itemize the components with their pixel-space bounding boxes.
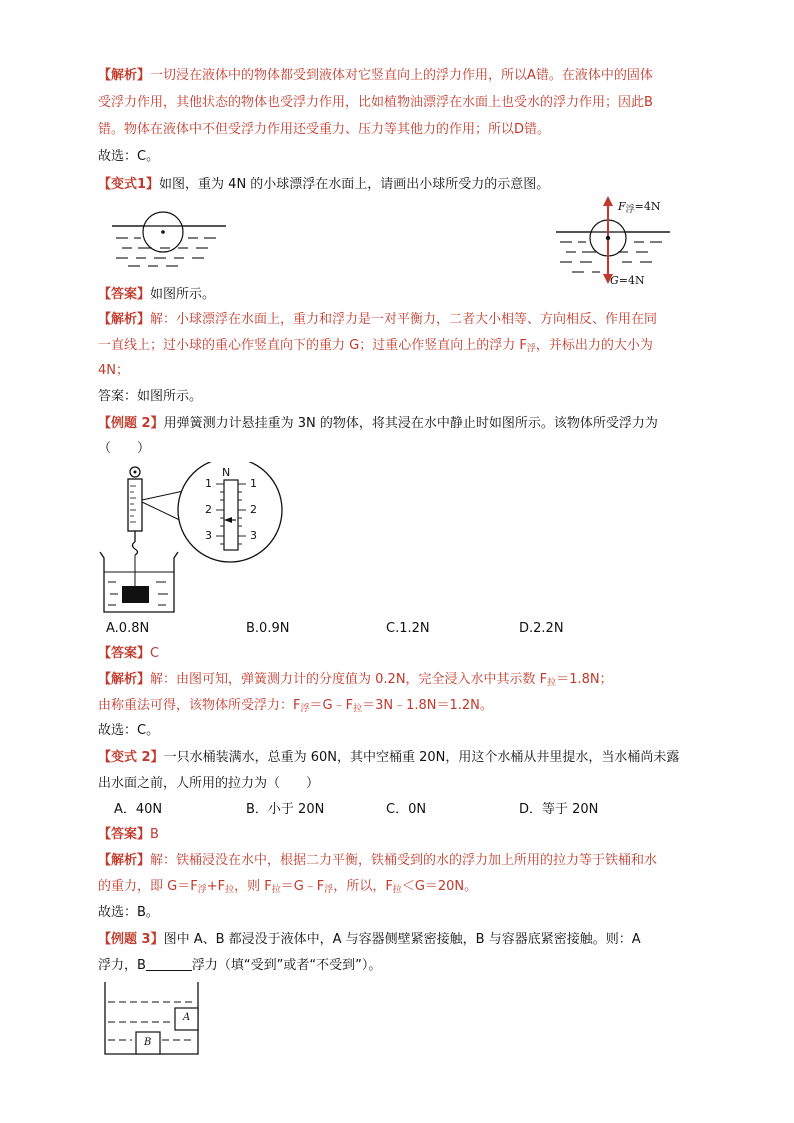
variant-2-option-c[interactable]: C．0N: [386, 802, 427, 817]
scale-tick-right-1: 1: [250, 477, 257, 490]
analysis-1-line-2: 受浮力作用，其他状态的物体也受浮力作用，比如植物油漂浮在水面上也受水的浮力作用；因此B: [98, 95, 653, 110]
block-b-label: B: [144, 1037, 152, 1048]
example-2-option-a[interactable]: A.0.8N: [106, 621, 150, 636]
scale-tick-left-1: 1: [205, 477, 212, 490]
answer-blank[interactable]: [146, 956, 192, 971]
analysis-1-line-1: [98, 66, 653, 86]
scale-unit-label: N: [222, 466, 231, 479]
choose-3: 故选：C。: [98, 723, 160, 738]
scale-tick-right-2: 2: [250, 503, 257, 516]
force-diagram: [552, 196, 682, 288]
block-a-label: A: [183, 1012, 191, 1023]
floating-ball-diagram: [108, 208, 230, 272]
scale-tick-left-3: 3: [205, 529, 212, 542]
example-2-line-2: （ ）: [98, 441, 151, 456]
scale-tick-right-3: 3: [250, 529, 257, 542]
variant-1-tag: 【变式1】: [98, 177, 160, 192]
analysis-1-text-1: 一切浸在液体中的物体都受到液体对它竖直向上的浮力作用，所以A错。在液体中的固体: [150, 68, 653, 83]
example-2-line-1: 【例题 2】用弹簧测力计悬挂重为 3N 的物体，将其浸在水中静止时如图所示。该物体所受浮力为: [98, 416, 658, 431]
container-diagram: [102, 982, 202, 1056]
spring-scale-diagram: [96, 462, 292, 618]
example-2-option-d[interactable]: D.2.2N: [519, 621, 564, 636]
scale-tick-left-2: 2: [205, 503, 212, 516]
example-2-option-c[interactable]: C.1.2N: [386, 621, 430, 636]
answer-2: 【答案】C: [98, 646, 160, 661]
analysis-4-line-1: 【解析】解：铁桶浸没在水中，根据二力平衡，铁桶受到的水的浮力加上所用的拉力等于铁桶和水: [98, 853, 658, 868]
variant-2-option-d[interactable]: D．等于 20N: [519, 802, 599, 817]
analysis-2-line-2: 一直线上；过小球的重心作竖直向下的重力 G；过重心作竖直向上的浮力 $F_浮$，并标出力的大小为: [98, 338, 653, 354]
variant-2-line-2: 出水面之前，人所用的拉力为（ ）: [98, 776, 320, 791]
variant-2-option-a[interactable]: A．40N: [114, 802, 163, 817]
example-3-line-1: 【例题 3】图中 A、B 都浸没于液体中，A 与容器侧壁紧密接触，B 与容器底紧密接触。则：A: [98, 932, 641, 947]
buoyancy-label: $F_浮=4N$: [618, 200, 661, 215]
choose-4: 故选：B。: [98, 905, 159, 920]
variant-1-question: [98, 175, 549, 195]
answer-1: 【答案】如图所示。: [98, 287, 216, 302]
example-2-option-b[interactable]: B.0.9N: [246, 621, 290, 636]
analysis-2-line-3: 4N；: [98, 363, 129, 378]
answer-3: 【答案】B: [98, 827, 159, 842]
analysis-3-line-2: 由称重法可得，该物体所受浮力：$F_浮=G﹣F_拉=3N﹣1.8N=1.2N$。: [98, 698, 493, 714]
analysis-tag: 【解析】: [98, 68, 151, 83]
variant-1-text: 如图，重为 4N 的小球漂浮在水面上，请画出小球所受力的示意图。: [159, 177, 550, 192]
variant-2-line-1: 【变式 2】一只水桶装满水，总重为 60N，其中空桶重 20N，用这个水桶从井里提水，当水桶尚未露: [98, 750, 680, 765]
answer-1b: 答案：如图所示。: [98, 389, 203, 404]
analysis-1-line-3: 错。物体在液体中不但受浮力作用还受重力、压力等其他力的作用；所以D错。: [98, 122, 551, 137]
analysis-3-line-1: 【解析】解：由图可知，弹簧测力计的分度值为 0.2N，完全浸入水中其示数 $F_拉=1.8N$；: [98, 672, 613, 688]
choose-1: 故选：C。: [98, 149, 160, 164]
gravity-label: G=4N: [610, 274, 645, 287]
variant-2-option-b[interactable]: B．小于 20N: [246, 802, 325, 817]
analysis-4-line-2: 的重力，即 $G=F_浮+F_拉$，则 $F_拉=G﹣F_浮$，所以，$F_拉<G=20N$。: [98, 879, 478, 895]
analysis-2-line-1: 【解析】解：小球漂浮在水面上，重力和浮力是一对平衡力，二者大小相等、方向相反、作用在同: [98, 312, 658, 327]
example-3-line-2: 浮力，B 浮力（填“受到”或者“不受到”）。: [98, 958, 382, 973]
